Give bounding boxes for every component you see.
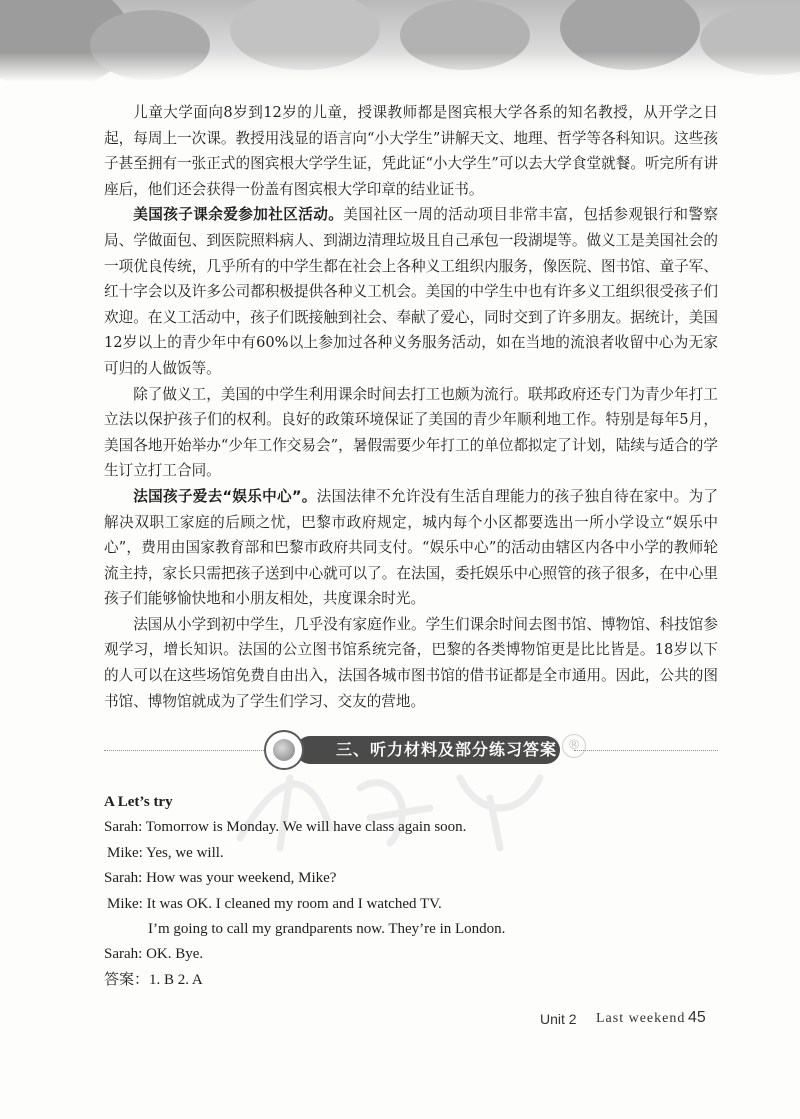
section-heading: [104, 730, 718, 770]
paragraph: 儿童大学面向8岁到12岁的儿童，授课教师都是图宾根大学各系的知名教授，从开学之日起，每周上一次课。教授用浅显的语言向“小大学生”讲解天文、地理、哲学等各科知识。这些孩子甚至拥有一张正式的图宾根大学学生证，凭此证“小大学生”可以去大学食堂就餐。听完所有讲座后，他们还会获得一份盖有图宾根大学印章的结业证书。: [104, 104, 718, 198]
dialogue-line: Mike: It was OK. I cleaned my room and I watched TV.: [107, 895, 442, 912]
unit-label: Unit 2: [540, 1011, 577, 1027]
dialogue-line: I’m going to call my grandparents now. They’re in London.: [148, 921, 506, 938]
article-body: [104, 100, 718, 714]
divider-line: [574, 750, 718, 751]
header-banner-image: [0, 0, 800, 82]
dialogue-line: Sarah: Tomorrow is Monday. We will have class again soon.: [104, 819, 467, 836]
dialogue-line: Mike: Yes, we will.: [107, 844, 224, 861]
registered-mark-icon: ®: [562, 734, 586, 758]
unit-topic: Last weekend: [596, 1011, 686, 1026]
dialogue-line: Sarah: OK. Bye.: [104, 946, 204, 963]
section-title: 三、听力材料及部分练习答案: [296, 736, 560, 764]
paragraph-heading: 法国孩子爱去“娱乐中心”。: [133, 487, 317, 505]
paragraph: 除了做义工，美国的中学生利用课余时间去打工也颇为流行。联邦政府还专门为青少年打工立法以保护孩子们的权利。良好的政策环境保证了美国的青少年顺利地工作。特别是每年5月，美国各地开始举办“少年工作交易会”，暑假需要少年打工的单位都拟定了计划，陆续与适合的学生订立打工合同。: [104, 385, 718, 480]
page-footer: [540, 1009, 720, 1033]
dialogue-line: Sarah: How was your weekend, Mike?: [104, 870, 337, 887]
page-number: 45: [688, 1009, 706, 1026]
answer-key: 答案：1. B 2. A: [104, 971, 203, 988]
paragraph-heading: 美国孩子课余爱参加社区活动。: [133, 206, 344, 224]
exercise-title: A Let’s try: [104, 794, 173, 810]
mascot-icon: [264, 730, 304, 770]
paragraph: 美国孩子课余爱参加社区活动。美国社区一周的活动项目非常丰富，包括参观银行和警察局、学做面包、到医院照料病人、到湖边清理垃圾且自己承包一段湖堤等。做义工是美国社会的一项优良传统，几乎所有的中学生都在社会上各种义工组织内服务，像医院、图书馆、童子军、红十字会以及许多公司都积极提供各种义工机会。美国的中学生中也有许多义工组织很受孩子们欢迎。在义工活动中，孩子们既接触到社会、奉献了爱心，同时交到了许多朋友。据统计，美国12岁以上的青少年中有60%以上参加过各种义务服务活动，如在当地的流浪者收留中心为无家可归的人做饭等。: [104, 206, 718, 377]
paragraph: 法国孩子爱去“娱乐中心”。法国法律不允许没有生活自理能力的孩子独自待在家中。为了解决双职工家庭的后顾之忧，巴黎市政府规定，城内每个小区都要选出一所小学设立“娱乐中心”，费用由国家教育部和巴黎市政府共同支付。“娱乐中心”的活动由辖区内各中小学的教师轮流主持，家长只需把孩子送到中心就可以了。在法国，委托娱乐中心照管的孩子很多，在中心里孩子们能够愉快地和小朋友相处，共度课余时光。: [104, 487, 718, 608]
listening-script: [104, 790, 718, 993]
divider-line: [104, 750, 266, 751]
paragraph: 法国从小学到初中学生，几乎没有家庭作业。学生们课余时间去图书馆、博物馆、科技馆参观学习，增长知识。法国的公立图书馆系统完备，巴黎的各类博物馆更是比比皆是。18岁以下的人可以在这些场馆免费自由出入，法国各城市图书馆的借书证都是全市通用。因此，公共的图书馆、博物馆就成为了学生们学习、交友的营地。: [104, 615, 718, 710]
